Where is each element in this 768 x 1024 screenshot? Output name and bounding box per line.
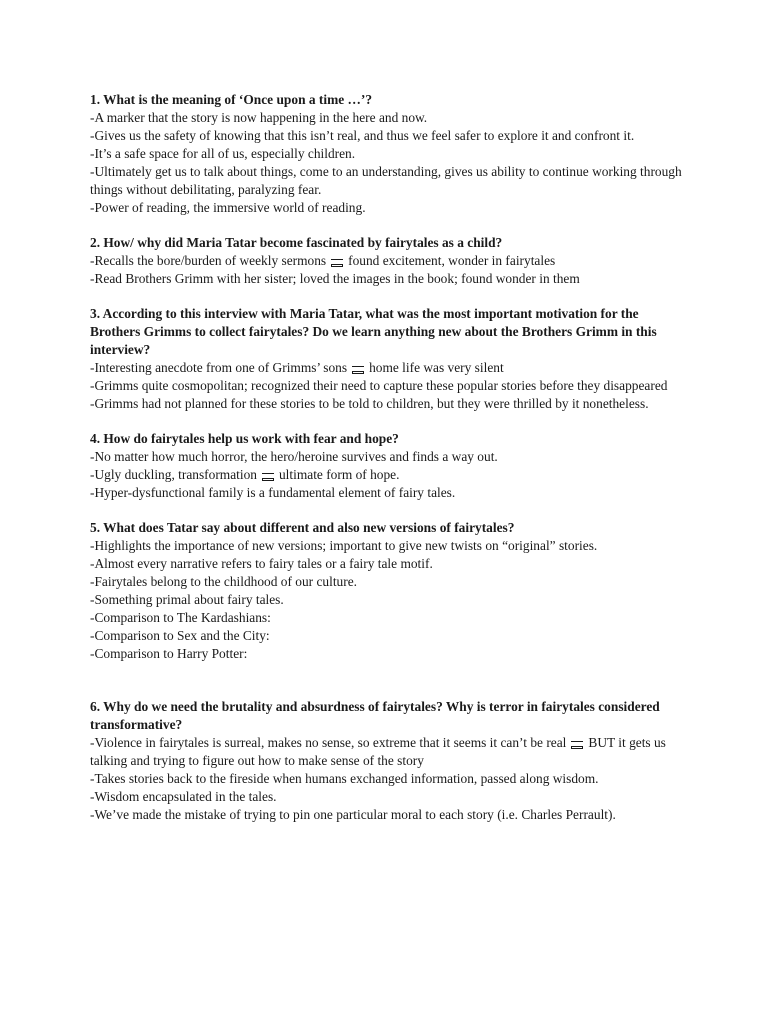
arrow-icon: [571, 741, 583, 749]
arrow-icon: [262, 473, 274, 481]
question-heading: 5. What does Tatar say about different and also new versions of fairytales?: [90, 520, 515, 535]
answer-line: -Ultimately get us to talk about things, come to an understanding, gives us ability to continue working through things without debilitating, paralyzing fear.: [90, 164, 682, 197]
answer-line: -Something primal about fairy tales.: [90, 592, 284, 607]
answer-line: -Comparison to Sex and the City:: [90, 628, 270, 643]
answer-text: found excitement, wonder in fairytales: [348, 253, 556, 268]
question-section-1: [90, 91, 690, 217]
answer-line: -Read Brothers Grimm with her sister; loved the images in the book; found wonder in them: [90, 271, 580, 286]
question-section-4: [90, 430, 690, 502]
question-heading: 3. According to this interview with Maria Tatar, what was the most important motivation for the Brothers Grimms to collect fairytales? Do we learn anything new about the Brothers Grimm in this interview?: [90, 306, 657, 357]
answer-line: -Wisdom encapsulated in the tales.: [90, 789, 277, 804]
answer-line: -Power of reading, the immersive world of reading.: [90, 200, 366, 215]
document-page: [90, 91, 690, 841]
answer-text: -Interesting anecdote from one of Grimms’ sons: [90, 360, 348, 375]
question-heading: 2. How/ why did Maria Tatar become fascinated by fairytales as a child?: [90, 235, 503, 250]
question-section-5: [90, 519, 690, 663]
answer-line: [90, 734, 690, 770]
question-heading: 1. What is the meaning of ‘Once upon a time …’?: [90, 92, 373, 107]
answer-line: -Takes stories back to the fireside when humans exchanged information, passed along wisdom.: [90, 771, 599, 786]
question-heading: 4. How do fairytales help us work with fear and hope?: [90, 431, 399, 446]
answer-line: [90, 252, 690, 270]
answer-text: ultimate form of hope.: [278, 467, 400, 482]
answer-line: [90, 359, 690, 377]
answer-line: -Almost every narrative refers to fairy tales or a fairy tale motif.: [90, 556, 433, 571]
answer-text: -Recalls the bore/burden of weekly sermons: [90, 253, 327, 268]
answer-line: -Hyper-dysfunctional family is a fundamental element of fairy tales.: [90, 485, 456, 500]
answer-line: -No matter how much horror, the hero/heroine survives and finds a way out.: [90, 449, 498, 464]
answer-text: BUT it gets us talking and trying to figure out how to make sense of the story: [90, 735, 666, 768]
answer-line: -Comparison to The Kardashians:: [90, 610, 271, 625]
answer-text: -Violence in fairytales is surreal, makes no sense, so extreme that it seems it can’t be real: [90, 735, 567, 750]
arrow-icon: [331, 259, 343, 267]
answer-line: [90, 466, 690, 484]
answer-text: home life was very silent: [369, 360, 504, 375]
answer-line: -Comparison to Harry Potter:: [90, 646, 248, 661]
arrow-icon: [352, 366, 364, 374]
answer-line: -Grimms quite cosmopolitan; recognized their need to capture these popular stories before they disappeared: [90, 378, 668, 393]
answer-line: -Gives us the safety of knowing that this isn’t real, and thus we feel safer to explore it and confront it.: [90, 128, 635, 143]
answer-text: -Ugly duckling, transformation: [90, 467, 257, 482]
answer-line: -A marker that the story is now happening in the here and now.: [90, 110, 428, 125]
answer-line: -Grimms had not planned for these stories to be told to children, but they were thrilled by it nonetheless.: [90, 396, 649, 411]
question-section-3: [90, 305, 690, 413]
question-section-6: [90, 698, 690, 824]
answer-line: -It’s a safe space for all of us, especially children.: [90, 146, 356, 161]
question-section-2: [90, 234, 690, 288]
answer-line: -Fairytales belong to the childhood of our culture.: [90, 574, 358, 589]
answer-line: -Highlights the importance of new versions; important to give new twists on “original” stories.: [90, 538, 598, 553]
question-heading: 6. Why do we need the brutality and absurdness of fairytales? Why is terror in fairytales considered transformative?: [90, 699, 660, 732]
answer-line: -We’ve made the mistake of trying to pin one particular moral to each story (i.e. Charles Perrault).: [90, 807, 616, 822]
